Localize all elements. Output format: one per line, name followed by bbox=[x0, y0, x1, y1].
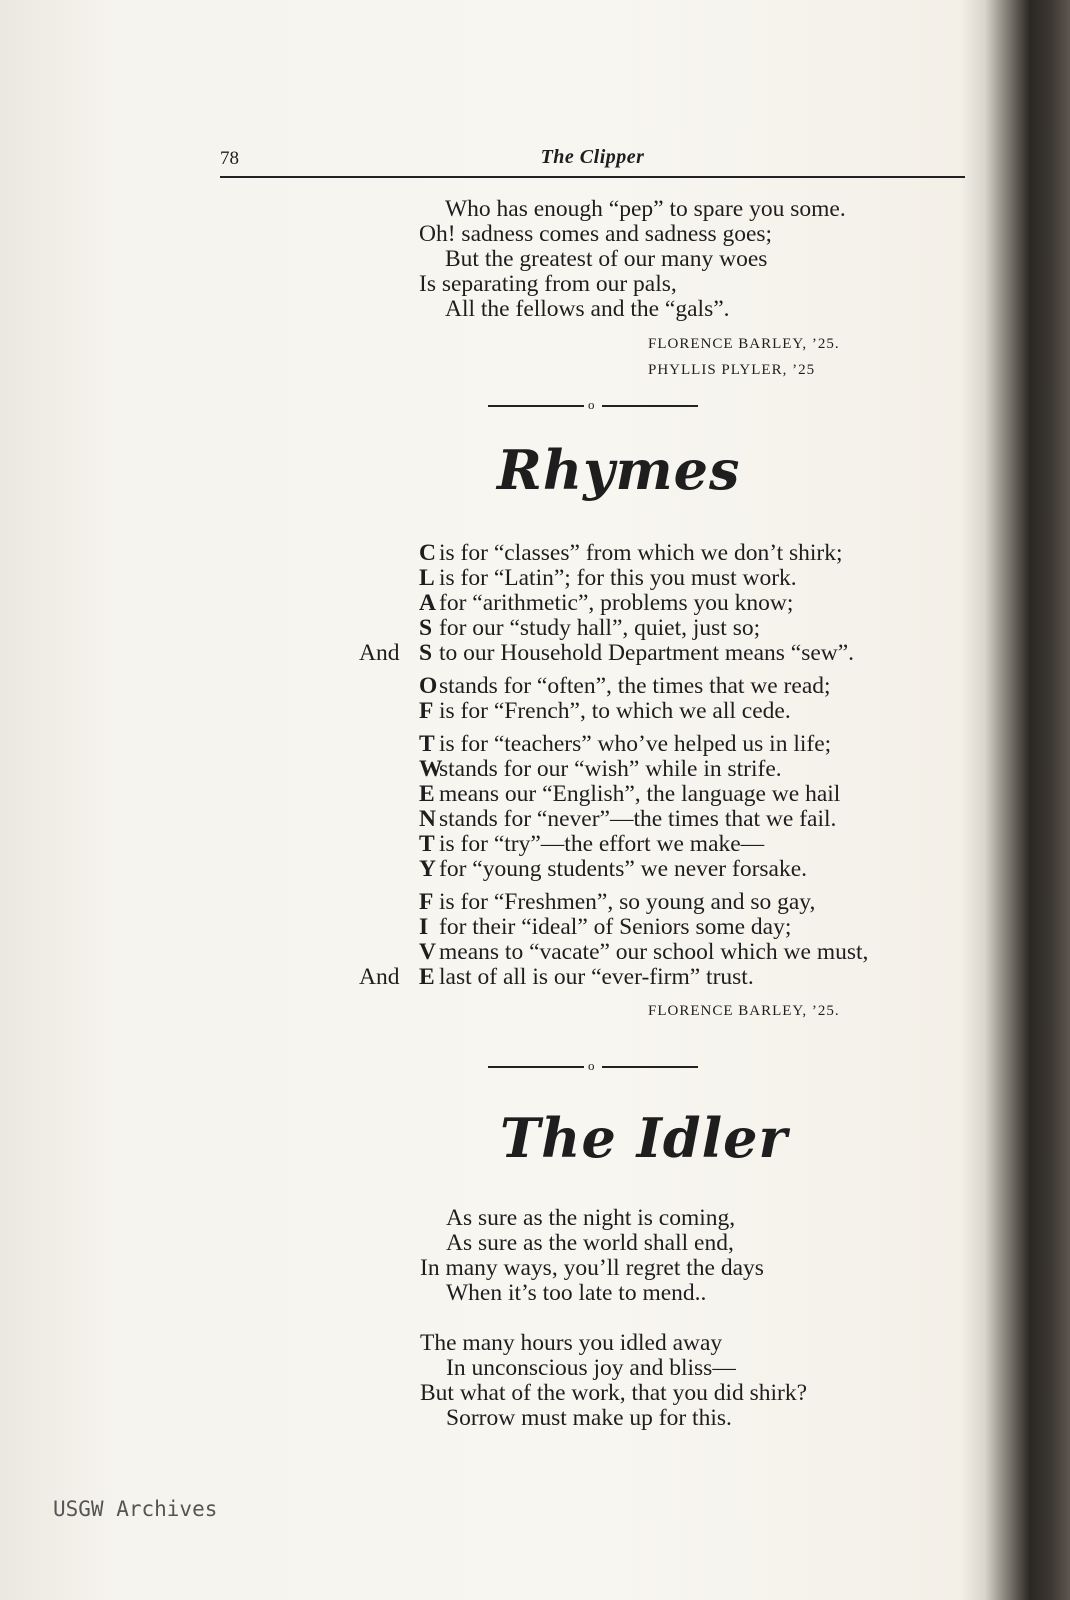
acrostic-line: S for our “study hall”, quiet, just so; bbox=[419, 615, 761, 641]
acrostic-line: V means to “vacate” our school which we must, bbox=[419, 939, 869, 965]
verse-line: But the greatest of our many woes bbox=[445, 246, 768, 272]
acrostic-line: And S to our Household Department means “sew”. bbox=[359, 640, 855, 666]
acrostic-line: W stands for our “wish” while in strife. bbox=[419, 756, 782, 782]
poem-continuation bbox=[419, 197, 846, 322]
verse-line: In many ways, you’ll regret the days bbox=[420, 1255, 764, 1281]
archive-watermark: USGW Archives bbox=[53, 1497, 218, 1521]
section-divider: o bbox=[488, 1056, 698, 1076]
verse-line: When it’s too late to mend.. bbox=[446, 1280, 707, 1306]
acrostic-line: I for their “ideal” of Seniors some day; bbox=[419, 914, 792, 940]
acrostic-line: T is for “try”—the effort we make— bbox=[419, 831, 765, 857]
acrostic-line: F is for “French”, to which we all cede. bbox=[419, 698, 791, 724]
section-divider: o bbox=[488, 395, 698, 415]
idler-poem bbox=[420, 1206, 807, 1431]
acrostic-line: And E last of all is our “ever-firm” trust. bbox=[359, 964, 754, 990]
acrostic-line: N stands for “never”—the times that we fail. bbox=[419, 806, 837, 832]
acrostic-line: T is for “teachers” who’ve helped us in life; bbox=[419, 731, 832, 757]
author-credit: PHYLLIS PLYLER, ’25 bbox=[648, 362, 816, 378]
acrostic-poem bbox=[359, 541, 979, 990]
author-credit: FLORENCE BARLEY, ’25. bbox=[648, 336, 840, 352]
verse-line: But what of the work, that you did shirk? bbox=[420, 1380, 808, 1406]
verse-line: Who has enough “pep” to spare you some. bbox=[445, 196, 846, 222]
verse-line: In unconscious joy and bliss— bbox=[446, 1355, 736, 1381]
page-number: 78 bbox=[220, 148, 239, 169]
verse-line: All the fellows and the “gals”. bbox=[445, 296, 730, 322]
verse-line: As sure as the night is coming, bbox=[446, 1205, 736, 1231]
acrostic-line: Y for “young students” we never forsake. bbox=[419, 856, 808, 882]
running-title: The Clipper bbox=[540, 146, 645, 168]
idler-title: The Idler bbox=[500, 1106, 788, 1170]
verse-line: The many hours you idled away bbox=[420, 1330, 723, 1356]
rhymes-title: Rhymes bbox=[497, 438, 741, 502]
verse-line: Is separating from our pals, bbox=[419, 271, 677, 297]
author-credit: FLORENCE BARLEY, ’25. bbox=[648, 1003, 840, 1019]
verse-line: As sure as the world shall end, bbox=[446, 1230, 734, 1256]
verse-line: Sorrow must make up for this. bbox=[446, 1405, 732, 1431]
acrostic-line: E means our “English”, the language we hail bbox=[419, 781, 841, 807]
acrostic-line: F is for “Freshmen”, so young and so gay, bbox=[419, 889, 816, 915]
acrostic-line: C is for “classes” from which we don’t shirk; bbox=[419, 540, 843, 566]
running-header bbox=[220, 146, 965, 178]
acrostic-line: L is for “Latin”; for this you must work. bbox=[419, 565, 797, 591]
verse-line: Oh! sadness comes and sadness goes; bbox=[419, 221, 773, 247]
acrostic-line: A for “arithmetic”, problems you know; bbox=[419, 590, 794, 616]
acrostic-line: O stands for “often”, the times that we read; bbox=[419, 673, 831, 699]
